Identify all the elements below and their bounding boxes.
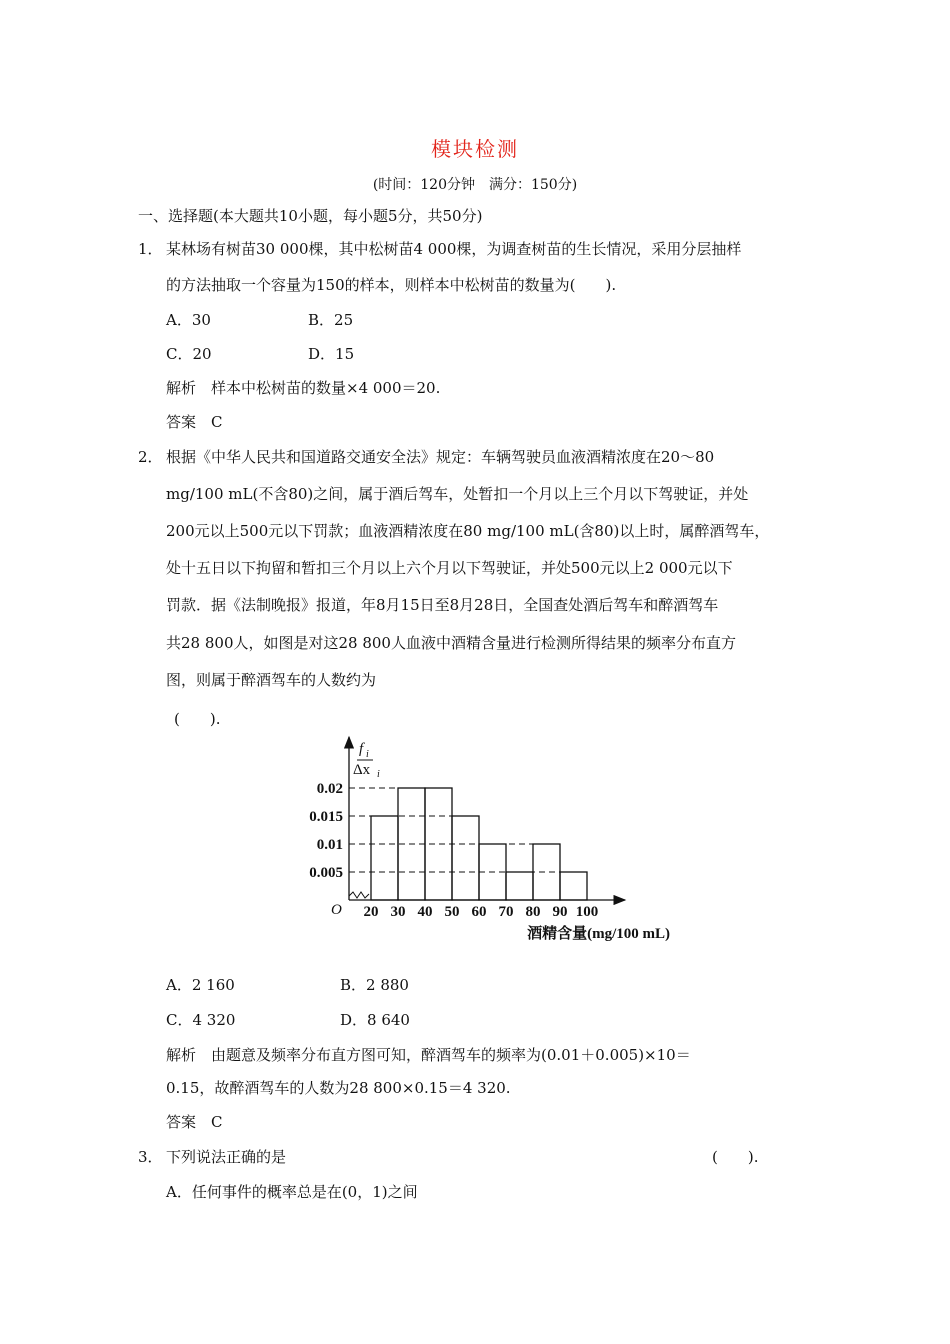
q1-option-c: C．20 <box>166 345 212 363</box>
histogram-bar <box>533 844 560 900</box>
x-tick-label: 60 <box>471 904 487 920</box>
x-tick-label: 50 <box>444 904 460 920</box>
q2-option-b: B．2 880 <box>340 976 409 994</box>
x-tick-label: 20 <box>363 904 379 920</box>
q1-option-a: A．30 <box>166 311 211 329</box>
q2-blank: ( ). <box>174 710 221 728</box>
histogram-bar <box>371 816 398 900</box>
x-tick-label: 90 <box>552 904 568 920</box>
histogram-bar <box>452 816 479 900</box>
q2-option-c: C．4 320 <box>166 1011 236 1029</box>
q2-line: 图，则属于醉酒驾车的人数约为 <box>166 671 377 689</box>
q2-line: 根据《中华人民共和国道路交通安全法》规定：车辆驾驶员血液酒精浓度在20～80 <box>166 448 715 466</box>
y-tick-label: 0.005 <box>309 865 343 881</box>
y-axis-label-numerator-sub: i <box>366 749 369 760</box>
q2-line: 200元以上500元以下罚款；血液酒精浓度在80 mg/100 mL(含80)以上时，属醉酒驾车， <box>166 522 770 540</box>
x-axis-label: 酒精含量(mg/100 mL) <box>527 926 670 942</box>
q2-answer: 答案 C <box>166 1113 223 1131</box>
x-tick-label: 40 <box>417 904 433 920</box>
q3-stem: 下列说法正确的是 <box>166 1148 287 1166</box>
q3-number: 3． <box>138 1148 163 1166</box>
y-axis-label-denominator: Δx <box>353 762 371 778</box>
histogram-bar <box>560 872 587 900</box>
origin-label: O <box>331 902 342 918</box>
y-axis-label-denominator-sub: i <box>377 769 380 780</box>
q1-option-d: D．15 <box>308 345 355 363</box>
exam-info: (时间：120分钟 满分：150分) <box>372 177 578 193</box>
q2-line: mg/100 mL(不含80)之间，属于酒后驾车，处暂扣一个月以上三个月以下驾驶证，并处 <box>166 485 749 503</box>
y-tick-label: 0.02 <box>316 781 343 797</box>
x-tick-label: 30 <box>390 904 406 920</box>
q3-option-a: A．任何事件的概率总是在(0，1)之间 <box>166 1183 418 1201</box>
q2-line: 共28 800人，如图是对这28 800人血液中酒精含量进行检测所得结果的频率分布直方 <box>166 634 736 652</box>
q2-option-d: D．8 640 <box>340 1011 410 1029</box>
q2-line: 处十五日以下拘留和暂扣三个月以上六个月以下驾驶证，并处500元以上2 000元以下 <box>166 559 733 577</box>
x-tick-label: 80 <box>525 904 541 920</box>
y-tick-label: 0.015 <box>309 809 343 825</box>
q1-analysis: 解析 样本中松树苗的数量×4 000＝20. <box>166 379 441 397</box>
y-tick-label: 0.01 <box>316 837 343 853</box>
q2-analysis-line2: 0.15，故醉酒驾车的人数为28 800×0.15＝4 320. <box>166 1079 511 1097</box>
q2-analysis-line1: 解析 由题意及频率分布直方图可知，醉酒驾车的频率为(0.01＋0.005)×10＝ <box>166 1046 691 1064</box>
q2-option-a: A．2 160 <box>166 976 235 994</box>
q2-number: 2． <box>138 448 163 466</box>
page-title: 模块检测 <box>431 137 519 161</box>
axis-break-mark <box>349 892 369 898</box>
x-tick-label: 100 <box>575 904 599 920</box>
histogram-chart <box>295 732 695 947</box>
q1-line1: 某林场有树苗30 000棵，其中松树苗4 000棵，为调查树苗的生长情况，采用分层抽样 <box>166 240 742 258</box>
y-axis-label-numerator: f <box>359 741 364 757</box>
q1-line2: 的方法抽取一个容量为150的样本，则样本中松树苗的数量为( ). <box>166 276 617 294</box>
q3-blank: ( ). <box>712 1148 759 1166</box>
histogram-bar <box>506 872 533 900</box>
x-tick-label: 70 <box>498 904 514 920</box>
q1-answer: 答案 C <box>166 413 223 431</box>
q1-number: 1． <box>138 240 163 258</box>
q2-line: 罚款．据《法制晚报》报道，年8月15日至8月28日，全国查处酒后驾车和醉酒驾车 <box>166 596 719 614</box>
q1-option-b: B．25 <box>308 311 354 329</box>
section-heading: 一、选择题(本大题共10小题，每小题5分，共50分) <box>138 207 483 225</box>
